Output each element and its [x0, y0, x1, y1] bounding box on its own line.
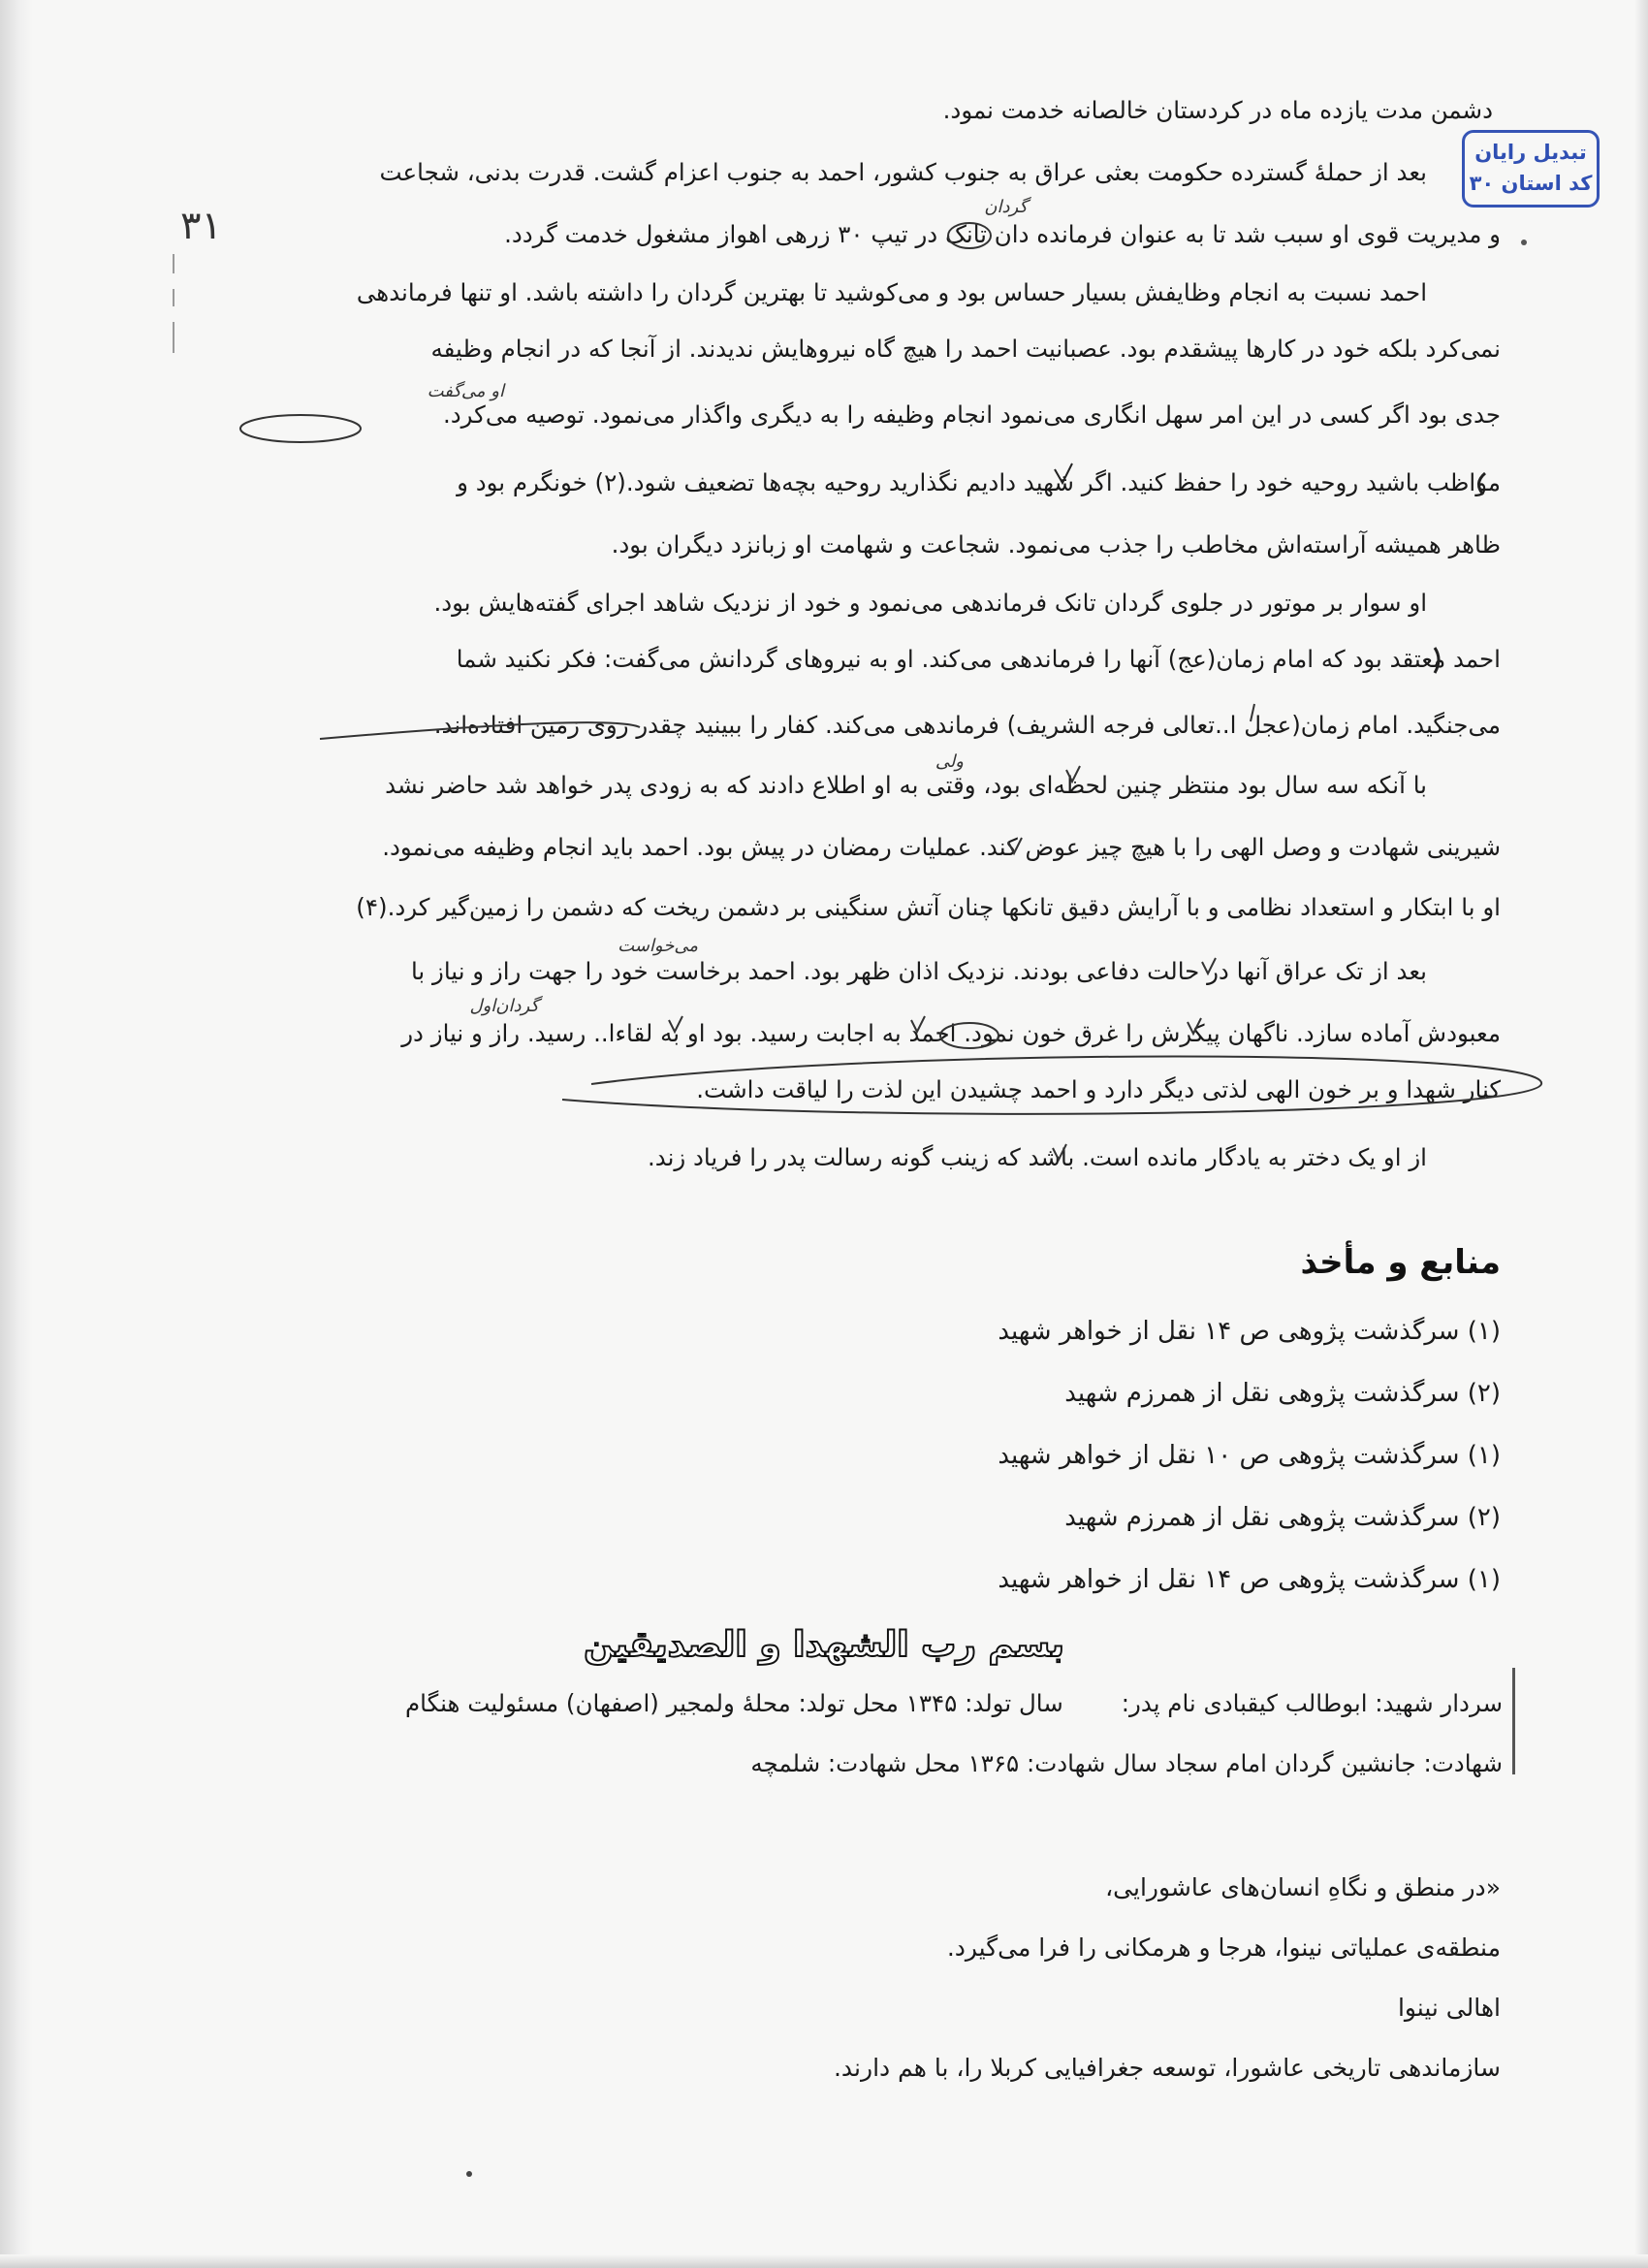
check-mark [1053, 1144, 1066, 1160]
poem-line: «در منطق و نگاهِ انسان‌های عاشورایی، [1105, 1873, 1501, 1901]
bio-line-1 [405, 1689, 1503, 1717]
bio-line-1-part-b: سال تولد: ۱۳۴۵ محل تولد: محلهٔ ولمجیر (اصفهان) مسئولیت هنگام [404, 1689, 1063, 1717]
page-number: ۳۱ [180, 204, 222, 248]
speck [1521, 240, 1527, 245]
handwritten-note: ولی [935, 751, 964, 772]
handwritten-note: می‌خواست [618, 936, 698, 956]
source-item: (۱) سرگذشت پژوهی ص ۱۴ نقل از خواهر شهید [998, 1317, 1501, 1346]
body-line: می‌جنگید. امام زمان(عجل ا..تعالی فرجه الشریف) فرماندهی می‌کند. کفار را ببینید چقدر روی زمین افتاده‌اند. [433, 711, 1501, 739]
circle-mark [948, 223, 991, 248]
bio-line-2: شهادت: جانشین گردان امام سجاد سال شهادت: ۱۳۶۵ محل شهادت: شلمچه [750, 1749, 1503, 1777]
body-line: مواظب باشید روحیه خود را حفظ کنید. اگر شهید دادیم نگذارید روحیه بچه‌ها تضعیف شود.(۲) خونگرم بود و [457, 468, 1501, 496]
body-line: معبودش آماده سازد. ناگهان پیکرش را غرق خون نمود. احمد به اجابت رسید. بود او به لقاءا.. رسید. راز و نیاز در [401, 1019, 1501, 1047]
body-line: او با ابتکار و استعداد نظامی و با آرایش دقیق تانکها چنان آتش سنگینی بر دشمن ریخت که دشمن را زمین‌گیر کرد.(۴) [356, 893, 1501, 921]
check-mark [1188, 1018, 1201, 1034]
body-line: و مدیریت قوی او سبب شد تا به عنوان فرمانده دان تانک در تیپ ۳۰ زرهی اهواز مشغول خدمت گردد. [504, 220, 1501, 248]
check-mark [1008, 838, 1022, 853]
body-line: از او یک دختر به یادگار مانده است. باشد که زینب گونه رسالت پدر را فریاد زند. [647, 1143, 1427, 1171]
source-item: (۲) سرگذشت پژوهی نقل از همرزم شهید [1064, 1379, 1501, 1408]
source-item: (۱) سرگذشت پژوهی ص ۱۴ نقل از خواهر شهید [998, 1565, 1501, 1594]
body-line: ظاهر همیشه آراسته‌اش مخاطب را جذب می‌نمود. شجاعت و شهامت او زبانزد دیگران بود. [611, 530, 1501, 559]
circle-mark [240, 415, 361, 442]
stamp-line-2: کد استان ۳۰ [1469, 172, 1593, 195]
handwritten-note: گردان‌اول [469, 996, 539, 1016]
circle-mark [940, 1023, 998, 1048]
check-mark [669, 1016, 682, 1032]
source-item: (۲) سرگذشت پژوهی نقل از همرزم شهید [1064, 1503, 1501, 1532]
body-line: احمد معتقد بود که امام زمان(عج) آنها را فرماندهی می‌کند. او به نیروهای گردانش می‌گفت: فکر نکنید شما [456, 645, 1501, 673]
stamp-line-1: تبدیل رایان [1474, 141, 1587, 164]
loop-mark [562, 1057, 1541, 1114]
check-mark [1066, 766, 1080, 782]
body-line: نمی‌کرد بلکه خود در کارها پیشقدم بود. عصبانیت احمد را هیچ گاه نیروهایش ندیدند. از آنجا که در انجام وظیفه [430, 335, 1501, 363]
poem-line: منطقه‌ی عملیاتی نینوا، هرجا و هرمکانی را فرا می‌گیرد. [946, 1933, 1501, 1962]
body-line: احمد نسبت به انجام وظایفش بسیار حساس بود و می‌کوشید تا بهترین گردان را داشته باشد. او تنها فرماندهی [356, 278, 1427, 306]
margin-bar [1512, 1668, 1515, 1774]
body-line: جدی بود اگر کسی در این امر سهل انگاری می‌نمود انجام وظیفه را به دیگری واگذار می‌نمود. توصیه می‌کرد. [442, 400, 1501, 429]
body-line: دشمن مدت یازده ماه در کردستان خالصانه خدمت نمود. [942, 96, 1493, 124]
bio-line-1-part-a: سردار شهید: ابوطالب کیقبادی نام پدر: [1121, 1689, 1503, 1717]
poem-line: اهالی نینوا [1397, 1994, 1501, 2022]
handwritten-note: او می‌گفت [427, 381, 504, 401]
bracket-mark [1435, 648, 1439, 673]
body-line: بعد از حملهٔ گسترده حکومت بعثی عراق به جنوب کشور، احمد به جنوب اعزام گشت. قدرت بدنی، شجاعت [379, 158, 1427, 186]
body-line: او سوار بر موتور در جلوی گردان تانک فرماندهی می‌نمود و خود از نزدیک شاهد اجرای گفته‌هایش بود. [433, 589, 1427, 617]
source-item: (۱) سرگذشت پژوهی ص ۱۰ نقل از خواهر شهید [998, 1441, 1501, 1470]
stroke-mark [1251, 704, 1254, 721]
sources-heading: منابع و مأخذ [1300, 1243, 1501, 1282]
body-line: کنار شهدا و بر خون الهی لذتی دیگر دارد و احمد چشیدن این لذت را لیاقت داشت. [696, 1075, 1501, 1103]
handwritten-note: گردان [984, 197, 1028, 217]
poem-line: سازماندهی تاریخی عاشورا، توسعه جغرافیایی کربلا را، با هم دارند. [833, 2054, 1501, 2082]
body-line: با آنکه سه سال بود منتظر چنین لحظه‌ای بود، وقتی به او اطلاع دادند که به زودی پدر خواهد شد حاضر نشد [385, 771, 1427, 799]
speck [466, 2171, 472, 2177]
body-line: شیرینی شهادت و وصل الهی را با هیچ چیز عوض کند. عملیات رمضان در پیش بود. احمد باید انجام وظیفه می‌نمود. [382, 833, 1501, 861]
section-title: بسم رب الشهدا و الصدیقین [584, 1625, 1064, 1665]
bracket-mark [1478, 473, 1485, 495]
underline-mark [320, 722, 640, 739]
body-line: بعد از تک عراق آنها در حالت دفاعی بودند. نزدیک اذان ظهر بود. احمد برخاست خود را جهت راز و نیاز با [410, 957, 1427, 985]
check-mark [1202, 958, 1216, 974]
check-mark [911, 1016, 925, 1032]
check-mark [1055, 463, 1072, 483]
